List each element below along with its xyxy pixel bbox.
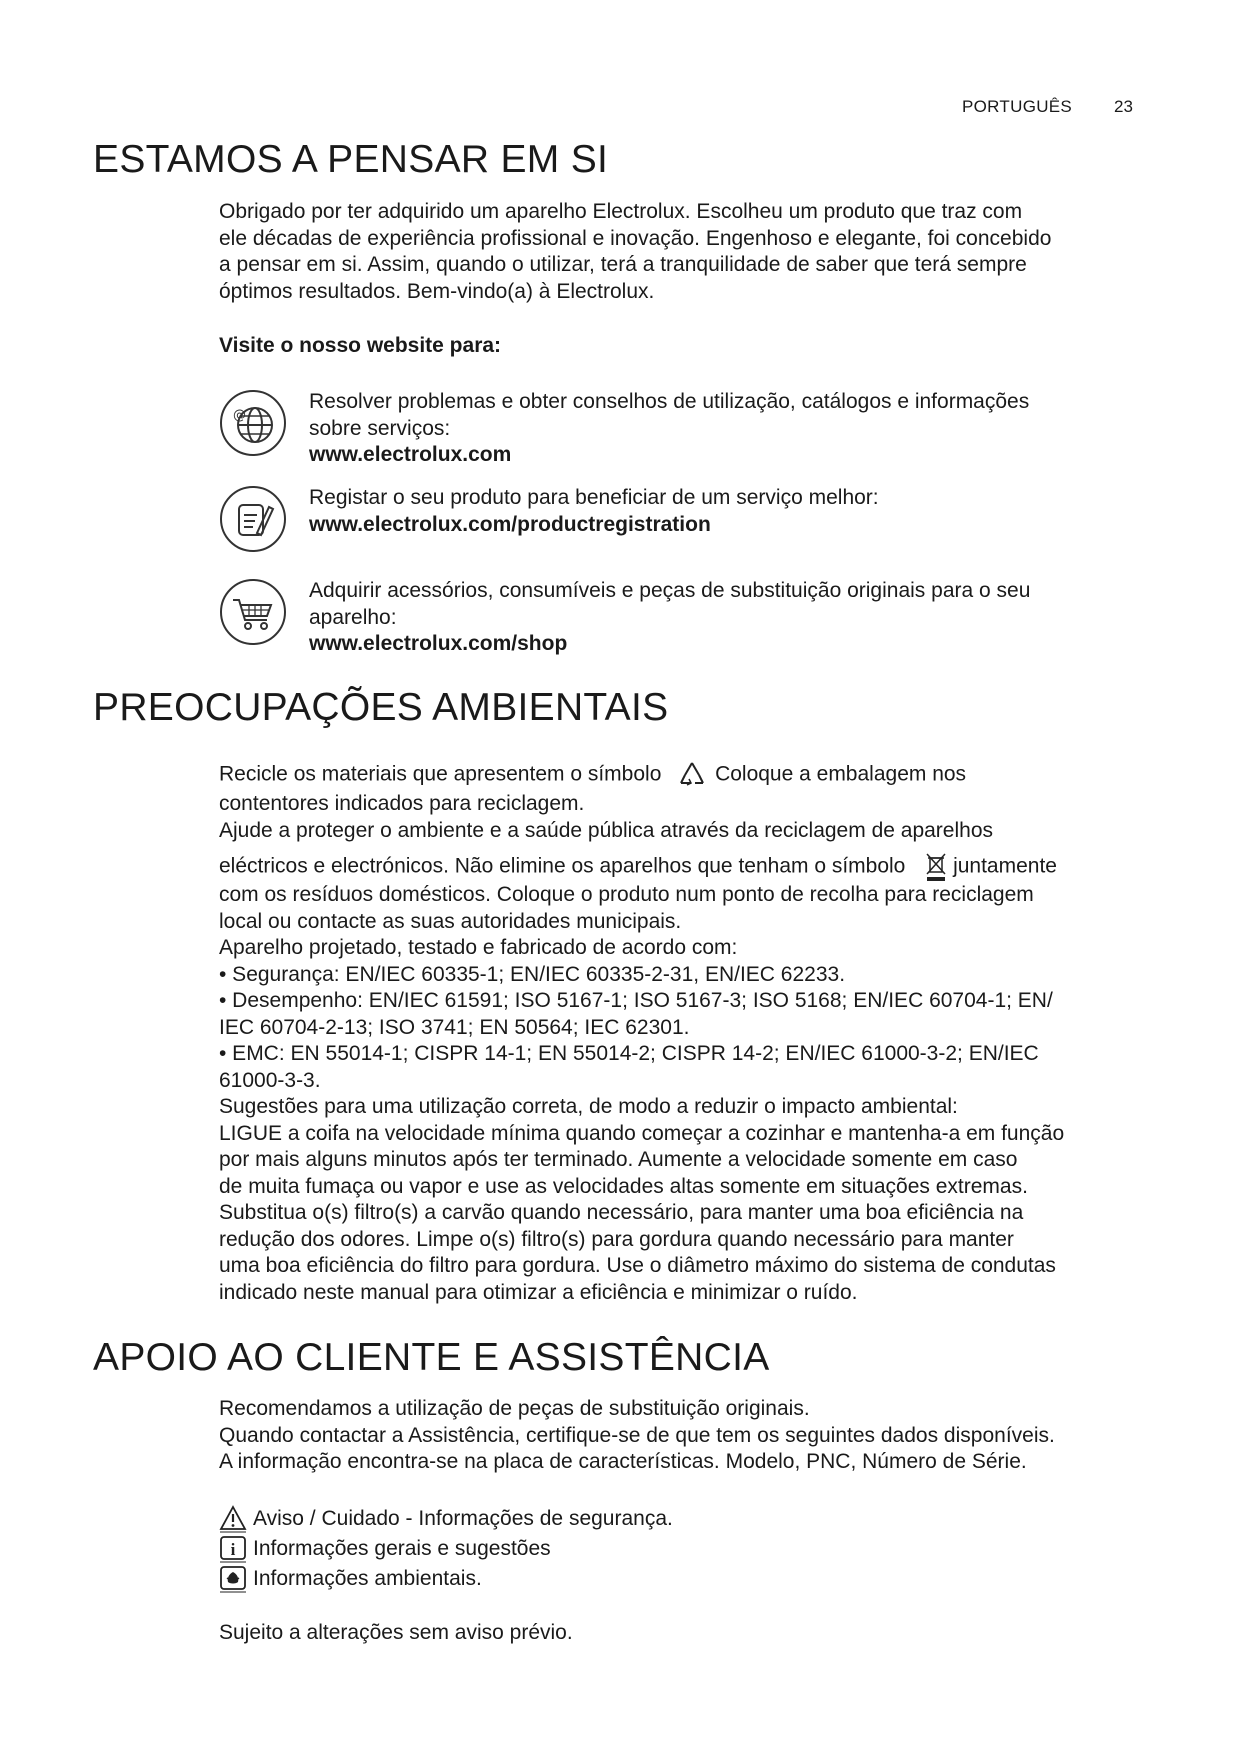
intro-line: ele décadas de experiência profissional e inovação. Engenhoso e elegante, foi concebido <box>219 226 1052 250</box>
shopping-cart-icon <box>219 578 287 646</box>
environmental-line: Sugestões para uma utilização correta, de modo a reduzir o impacto ambiental: <box>219 1095 958 1118</box>
service-line: Quando contactar a Assistência, certifique-se de que tem os seguintes dados disponíveis. <box>219 1423 1055 1447</box>
website-item-support <box>219 389 1119 469</box>
intro-paragraph <box>219 199 1119 305</box>
website-link[interactable]: www.electrolux.com/shop <box>309 632 568 655</box>
legend-row-warning <box>219 1504 1119 1534</box>
environmental-line: Aparelho projetado, testado e fabricado de acordo com: <box>219 936 738 959</box>
crossed-bin-icon <box>925 852 947 882</box>
environmental-line: por mais alguns minutos após ter terminado. Aumente a velocidade somente em caso <box>219 1148 1018 1171</box>
service-paragraph <box>219 1396 1119 1476</box>
weee-text: juntamente <box>953 854 1057 878</box>
website-item-registration <box>219 485 1119 555</box>
recycle-line <box>219 759 1119 791</box>
environmental-line: Substitua o(s) filtro(s) a carvão quando necessário, para manter uma boa eficiência na <box>219 1201 1024 1224</box>
service-line: Recomendamos a utilização de peças de substituição originais. <box>219 1397 810 1420</box>
recycle-text: Recicle os materiais que apresentem o símbolo <box>219 762 662 786</box>
environmental-line: Ajude a proteger o ambiente e a saúde pública através da reciclagem de aparelhos <box>219 818 993 842</box>
environmental-line: redução dos odores. Limpe o(s) filtro(s) para gordura quando necessário para manter <box>219 1227 1014 1251</box>
svg-text:@: @ <box>233 408 246 423</box>
environmental-line: LIGUE a coifa na velocidade mínima quando começar a cozinhar e mantenha-a em função <box>219 1121 1065 1145</box>
section-title-environmental: PREOCUPAÇÕES AMBIENTAIS <box>93 686 669 729</box>
environmental-line: com os resíduos domésticos. Coloque o produto num ponto de recolha para reciclagem <box>219 883 1034 906</box>
environmental-line: IEC 60704-2-13; ISO 3741; EN 50564; IEC 62301. <box>219 1015 690 1039</box>
recycle-text: Coloque a embalagem nos <box>715 762 967 786</box>
website-item-text: Adquirir acessórios, consumíveis e peças de substituição originais para o seu <box>309 579 1031 602</box>
website-item-text: Resolver problemas e obter conselhos de utilização, catálogos e informações <box>309 390 1030 413</box>
footer-note: Sujeito a alterações sem aviso prévio. <box>219 1621 573 1644</box>
recycle-icon <box>677 759 707 791</box>
legend-text: Informações gerais e sugestões <box>253 1537 551 1560</box>
environmental-line: uma boa eficiência do filtro para gordura. Use o diâmetro máximo do sistema de condutas <box>219 1254 1056 1277</box>
website-link[interactable]: www.electrolux.com <box>309 443 512 466</box>
website-item-text: aparelho: <box>309 605 397 629</box>
environmental-line: • Desempenho: EN/IEC 61591; ISO 5167-1; ISO 5167-3; ISO 5168; EN/IEC 60704-1; EN/ <box>219 989 1053 1012</box>
environmental-line: • Segurança: EN/IEC 60335-1; EN/IEC 60335-2-31, EN/IEC 62233. <box>219 962 846 986</box>
environmental-line: 61000-3-3. <box>219 1068 321 1092</box>
legend-row-environment <box>219 1564 1119 1594</box>
info-icon <box>219 1535 247 1563</box>
globe-icon <box>219 389 287 457</box>
intro-line: óptimos resultados. Bem-vindo(a) à Electrolux. <box>219 279 655 303</box>
environmental-line: indicado neste manual para otimizar a eficiência e minimizar o ruído. <box>219 1280 858 1304</box>
page-number: 23 <box>1114 97 1133 116</box>
environment-icon <box>219 1565 247 1593</box>
legend-text: Aviso / Cuidado - Informações de segurança. <box>253 1507 673 1530</box>
symbol-legend <box>219 1504 1119 1594</box>
weee-line <box>219 852 1119 882</box>
registration-icon <box>219 485 287 553</box>
website-link[interactable]: www.electrolux.com/productregistration <box>309 512 711 536</box>
environmental-line: de muita fumaça ou vapor e use as velocidades altas somente em situações extremas. <box>219 1174 1028 1198</box>
website-item-shop <box>219 578 1119 658</box>
legend-row-info <box>219 1534 1119 1564</box>
intro-line: a pensar em si. Assim, quando o utilizar, terá a tranquilidade de saber que terá sempre <box>219 253 1027 276</box>
service-line: A informação encontra-se na placa de características. Modelo, PNC, Número de Série. <box>219 1450 1027 1473</box>
environmental-line: contentores indicados para reciclagem. <box>219 792 585 815</box>
environmental-paragraph <box>219 759 1119 1306</box>
language-label: PORTUGUÊS <box>962 97 1073 116</box>
section-title-thinking-of-you: ESTAMOS A PENSAR EM SI <box>93 138 609 181</box>
environmental-line: local ou contacte as suas autoridades municipais. <box>219 909 682 933</box>
website-item-text: Registar o seu produto para beneficiar de um serviço melhor: <box>309 486 879 509</box>
intro-line: Obrigado por ter adquirido um aparelho Electrolux. Escolheu um produto que traz com <box>219 200 1023 223</box>
warning-icon <box>219 1505 247 1533</box>
website-item-text: sobre serviços: <box>309 416 451 440</box>
weee-text: eléctricos e electrónicos. Não elimine os aparelhos que tenham o símbolo <box>219 854 906 878</box>
svg-text:i: i <box>230 1540 236 1559</box>
environmental-line: • EMC: EN 55014-1; CISPR 14-1; EN 55014-2; CISPR 14-2; EN/IEC 61000-3-2; EN/IEC <box>219 1042 1039 1065</box>
legend-text: Informações ambientais. <box>253 1567 482 1590</box>
section-title-customer-service: APOIO AO CLIENTE E ASSISTÊNCIA <box>93 1336 770 1379</box>
visit-website-label: Visite o nosso website para: <box>219 334 502 357</box>
